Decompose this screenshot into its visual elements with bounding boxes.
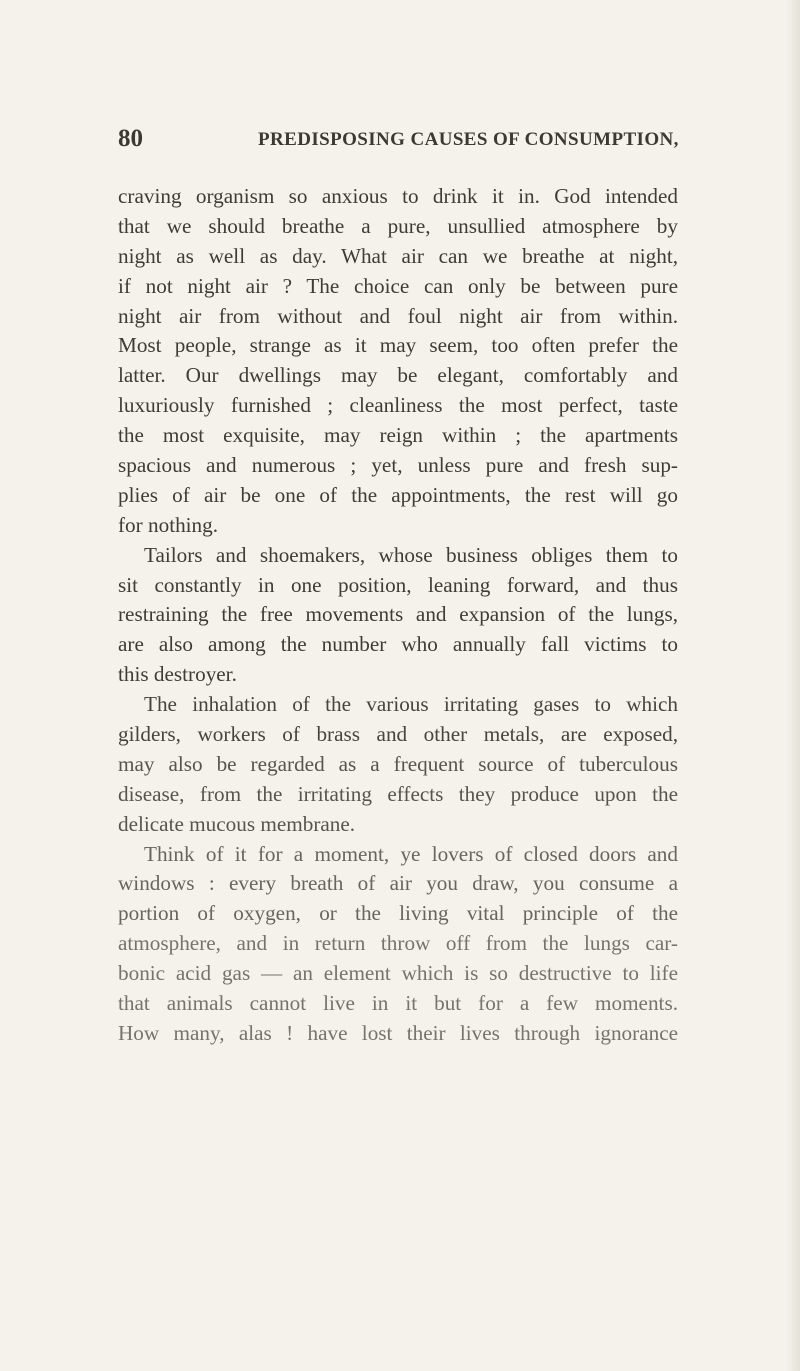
text-line: this destroyer. [118, 662, 237, 687]
text-line: gilders, workers of brass and other metals, are exposed, [118, 722, 678, 747]
text-line: night air from without and foul night air from within. [118, 303, 678, 328]
text-line: latter. Our dwellings may be elegant, comfortably and [118, 363, 678, 388]
text-line: delicate mucous membrane. [118, 811, 356, 836]
text-line: sit constantly in one position, leaning forward, and thus [118, 572, 678, 597]
running-title: PREDISPOSING CAUSES OF CONSUMPTION, [258, 129, 679, 150]
text-line: Tailors and shoemakers, whose business obliges them to [144, 542, 678, 567]
text-line: Most people, strange as it may seem, too often prefer the [118, 333, 678, 358]
text-line: restraining the free movements and expansion of the lungs, [118, 602, 678, 627]
text-line: that animals cannot live in it but for a few moments. [118, 991, 678, 1016]
text-line: if not night air ? The choice can only be between pure [118, 273, 678, 298]
text-line: spacious and numerous ; yet, unless pure and fresh sup- [118, 453, 678, 478]
text-line: luxuriously furnished ; cleanliness the most perfect, taste [118, 393, 678, 418]
text-line: bonic acid gas — an element which is so destructive to life [118, 961, 678, 986]
body-text [118, 182, 678, 1049]
text-line: are also among the number who annually fall victims to [118, 632, 678, 657]
text-line: The inhalation of the various irritating gases to which [144, 692, 678, 717]
text-line: that we should breathe a pure, unsullied atmosphere by [118, 213, 678, 238]
text-line: may also be regarded as a frequent source of tuberculous [118, 751, 678, 776]
page-number: 80 [118, 125, 143, 152]
text-line: atmosphere, and in return throw off from the lungs car- [118, 931, 678, 956]
text-line: night as well as day. What air can we breathe at night, [118, 243, 678, 268]
text-line: windows : every breath of air you draw, you consume a [118, 871, 678, 896]
page-edge-shadow [786, 0, 800, 1371]
text-line: disease, from the irritating effects they produce upon the [118, 781, 678, 806]
page-header [118, 125, 678, 161]
text-line: craving organism so anxious to drink it in. God intended [118, 184, 678, 208]
text-line: Think of it for a moment, ye lovers of closed doors and [144, 841, 678, 866]
text-line: for nothing. [118, 512, 219, 537]
text-line: plies of air be one of the appointments, the rest will go [118, 482, 678, 507]
text-line: the most exquisite, may reign within ; the apartments [118, 423, 678, 448]
text-line: How many, alas ! have lost their lives through ignorance [118, 1020, 678, 1045]
text-line: portion of oxygen, or the living vital principle of the [118, 901, 678, 926]
